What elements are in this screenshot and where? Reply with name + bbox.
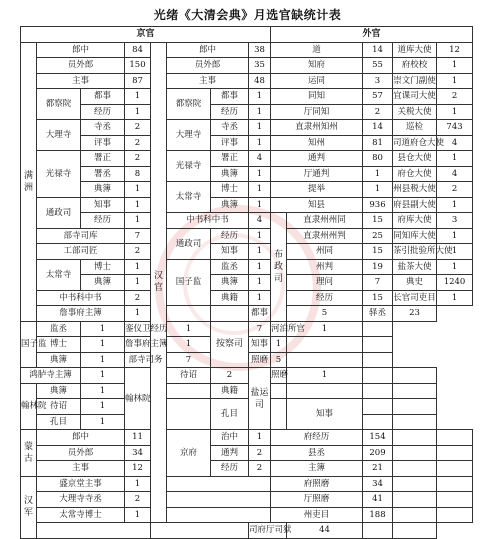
cell: 1 xyxy=(167,337,211,353)
cell: 1 xyxy=(437,244,473,260)
cell xyxy=(393,445,437,461)
cell: 员外郎 xyxy=(37,445,125,461)
cell: 1 xyxy=(437,228,473,244)
cell: 48 xyxy=(249,73,271,89)
cell: 1 xyxy=(249,228,271,244)
cell: 2 xyxy=(125,120,151,136)
cell: 知事 xyxy=(81,197,125,213)
cell: 典簿 xyxy=(81,275,125,291)
cell: 经历 xyxy=(211,104,249,120)
cell: 2 xyxy=(437,182,473,198)
cell xyxy=(437,461,473,477)
cell xyxy=(437,507,473,523)
cell xyxy=(437,476,473,492)
cell: 待诏 xyxy=(37,399,81,415)
cell: 7 xyxy=(167,352,211,368)
cell: 典籍 xyxy=(211,290,249,306)
cell: 部寺司库 xyxy=(37,228,125,244)
cell: 1 xyxy=(249,104,271,120)
cell: 评事 xyxy=(81,135,125,151)
cell xyxy=(167,507,271,523)
cell: 巡检 xyxy=(393,120,437,136)
cell: 150 xyxy=(125,58,151,74)
cell: 38 xyxy=(249,42,271,58)
cell: 4 xyxy=(249,151,271,167)
cell: 詹事府主簿 xyxy=(37,306,125,322)
cell: 1 xyxy=(81,414,125,430)
jing-guan-header: 京官 xyxy=(21,27,271,43)
cell: 2 xyxy=(249,445,271,461)
cell: 1 xyxy=(437,290,473,306)
cell: 孔目 xyxy=(37,414,81,430)
cell: 80 xyxy=(363,151,393,167)
cell: 1 xyxy=(249,182,271,198)
cell xyxy=(393,383,437,399)
cell xyxy=(287,337,363,353)
cell: 宜课司大使 xyxy=(393,89,437,105)
cell: 1 xyxy=(125,104,151,120)
cell: 照磨 xyxy=(271,368,287,384)
cell: 1 xyxy=(363,182,393,198)
cell: 4 xyxy=(437,135,473,151)
cell: 1240 xyxy=(437,275,473,291)
cell: 1 xyxy=(167,321,211,337)
cell: 2 xyxy=(211,368,249,384)
cell: 典簿 xyxy=(211,166,249,182)
cell: 博士 xyxy=(37,337,81,353)
cell: 知州 xyxy=(271,135,363,151)
cell: 1 xyxy=(249,244,271,260)
cell: 通判 xyxy=(211,445,249,461)
cell: 8 xyxy=(125,166,151,182)
cell: 1 xyxy=(81,337,125,353)
cell: 待诏 xyxy=(167,368,211,384)
cell: 厅同知 xyxy=(271,104,363,120)
cell: 府县副大使 xyxy=(393,197,437,213)
cell: 典簿 xyxy=(81,182,125,198)
cell: 2 xyxy=(125,290,151,306)
cell: 1 xyxy=(125,89,151,105)
cell: 1 xyxy=(125,259,151,275)
cell: 188 xyxy=(363,507,393,523)
wai-guan-header: 外官 xyxy=(271,27,473,43)
cell: 1 xyxy=(287,368,363,384)
cell: 41 xyxy=(363,492,393,508)
cell: 2 xyxy=(125,151,151,167)
cell: 典史 xyxy=(393,275,437,291)
cell: 同知库大使 xyxy=(393,228,437,244)
cell: 1 xyxy=(437,73,473,89)
cell: 典簿 xyxy=(37,352,81,368)
cell xyxy=(363,523,393,539)
cell xyxy=(393,368,437,384)
cell xyxy=(393,430,437,446)
cell: 司府厅司狱 xyxy=(249,523,287,539)
cell: 21 xyxy=(363,461,393,477)
cell: 1 xyxy=(249,89,271,105)
cell: 1 xyxy=(249,120,271,136)
cell: 驿丞 xyxy=(363,306,393,322)
cell: 2 xyxy=(125,492,151,508)
cell: 寺丞 xyxy=(81,120,125,136)
cell: 翰林院 xyxy=(21,383,37,430)
cell: 1 xyxy=(81,368,125,384)
cell: 直隶州州判 xyxy=(287,228,363,244)
cell: 57 xyxy=(363,89,393,105)
cell: 11 xyxy=(125,430,151,446)
cell: 主簿 xyxy=(271,461,363,477)
cell: 15 xyxy=(363,244,393,260)
cell: 都察院 xyxy=(37,89,81,120)
cell: 厅照磨 xyxy=(271,492,363,508)
cell: 209 xyxy=(363,445,393,461)
cell xyxy=(37,523,151,539)
cell: 府照磨 xyxy=(271,476,363,492)
cell: 翰林院 xyxy=(125,368,151,430)
cell: 孔目 xyxy=(211,399,249,430)
cell: 7 xyxy=(249,321,271,337)
cell: 12 xyxy=(125,461,151,477)
cell xyxy=(393,507,437,523)
cell: 5 xyxy=(287,306,363,322)
cell: 1 xyxy=(125,197,151,213)
cell: 典簿 xyxy=(211,197,249,213)
cell: 1 xyxy=(249,290,271,306)
cell: 崇文门副使 xyxy=(393,73,437,89)
cell: 光禄寺 xyxy=(167,151,211,182)
cell: 经历 xyxy=(211,461,249,477)
cell: 署丞 xyxy=(81,166,125,182)
cell: 1 xyxy=(125,306,151,322)
cell: 评事 xyxy=(211,135,249,151)
cell: 州吏目 xyxy=(271,507,363,523)
cell: 典簿 xyxy=(37,383,81,399)
cell: 通政司 xyxy=(37,197,81,228)
cell: 1 xyxy=(437,197,473,213)
cell: 1 xyxy=(249,259,271,275)
cell: 15 xyxy=(363,290,393,306)
cell: 1 xyxy=(125,275,151,291)
cell: 关税大使 xyxy=(393,104,437,120)
cell: 34 xyxy=(363,476,393,492)
cell xyxy=(393,414,437,430)
cell: 府校校 xyxy=(393,58,437,74)
cell: 通政司 xyxy=(167,228,211,259)
cell: 长官司吏目 xyxy=(393,290,437,306)
cell: 太常寺 xyxy=(167,182,211,213)
cell xyxy=(167,306,211,322)
cell xyxy=(393,476,437,492)
cell: 署正 xyxy=(81,151,125,167)
cell: 1 xyxy=(363,166,393,182)
cell: 7 xyxy=(125,228,151,244)
cell xyxy=(167,476,271,492)
cell: 工部司匠 xyxy=(37,244,125,260)
cell: 中书科中书 xyxy=(37,290,125,306)
cell: 典簿 xyxy=(211,275,249,291)
cell: 监丞 xyxy=(37,321,81,337)
cell: 太常寺 xyxy=(37,259,81,290)
cell: 经历 xyxy=(211,228,249,244)
cell xyxy=(363,399,393,415)
statistics-table-frame xyxy=(20,26,472,536)
cell: 主事 xyxy=(37,461,125,477)
cell: 12 xyxy=(437,42,473,58)
cell: 州同 xyxy=(287,244,363,260)
cell: 河泊所官 xyxy=(271,321,287,337)
cell: 4 xyxy=(437,166,473,182)
cell: 1 xyxy=(81,352,125,368)
yansi-label: 盐运司 xyxy=(249,368,271,430)
cell: 州判 xyxy=(287,259,363,275)
cell: 都事 xyxy=(81,89,125,105)
cell: 主事 xyxy=(167,73,249,89)
cell: 銮仪卫经历 xyxy=(125,321,167,337)
cell: 743 xyxy=(437,120,473,136)
cell: 1 xyxy=(249,430,271,446)
cell: 运同 xyxy=(271,73,363,89)
cell: 1 xyxy=(81,383,125,399)
cell: 1 xyxy=(249,166,271,182)
cell xyxy=(363,368,393,384)
cell: 道库大使 xyxy=(393,42,437,58)
cell: 都事 xyxy=(249,306,271,322)
cell: 府仓大使 xyxy=(393,166,437,182)
cell: 35 xyxy=(249,58,271,74)
cell: 14 xyxy=(363,120,393,136)
cell: 87 xyxy=(125,73,151,89)
cell: 鸿胪寺主簿 xyxy=(21,368,81,384)
cell: 县丞 xyxy=(271,445,363,461)
cell: 1 xyxy=(125,213,151,229)
cell: 55 xyxy=(363,58,393,74)
cell: 郎中 xyxy=(167,42,249,58)
cell: 典籍 xyxy=(211,383,249,399)
cell: 理问 xyxy=(287,275,363,291)
cell: 博士 xyxy=(81,259,125,275)
cell: 5 xyxy=(271,352,287,368)
cell: 员外郎 xyxy=(37,58,125,74)
cell: 经历 xyxy=(81,213,125,229)
cell: 1 xyxy=(437,151,473,167)
cell: 大理寺 xyxy=(37,120,81,151)
cell xyxy=(393,492,437,508)
cell: 1 xyxy=(125,182,151,198)
cell: 19 xyxy=(363,259,393,275)
cell: 3 xyxy=(363,73,393,89)
cell: 主事 xyxy=(37,73,125,89)
cell: 1 xyxy=(437,259,473,275)
cell: 经历 xyxy=(81,104,125,120)
cell: 2 xyxy=(125,244,151,260)
cell: 1 xyxy=(437,58,473,74)
cell: 府库大使 xyxy=(393,213,437,229)
cell xyxy=(393,461,437,477)
cell xyxy=(271,399,287,430)
cell: 7 xyxy=(363,275,393,291)
cell: 知事 xyxy=(211,244,249,260)
cell: 34 xyxy=(125,445,151,461)
cell: 1 xyxy=(271,337,287,353)
cell: 司道府仓大使 xyxy=(393,135,437,151)
cell: 大理寺 xyxy=(167,120,211,151)
cell: 1 xyxy=(125,476,151,492)
cell xyxy=(167,399,211,430)
cell: 1 xyxy=(125,507,151,523)
cell xyxy=(363,321,393,337)
cell: 照磨 xyxy=(249,352,271,368)
cell xyxy=(393,523,437,539)
cell: 寺丞 xyxy=(211,120,249,136)
cell: 1 xyxy=(81,321,125,337)
cell: 44 xyxy=(287,523,363,539)
cell: 府经历 xyxy=(271,430,363,446)
cell: 81 xyxy=(363,135,393,151)
cell: 2 xyxy=(437,89,473,105)
cell: 直隶州知州 xyxy=(271,120,363,136)
cell: 1 xyxy=(249,275,271,291)
cell xyxy=(287,352,363,368)
cell xyxy=(437,445,473,461)
cell: 国子监 xyxy=(21,321,37,368)
cell: 员外郎 xyxy=(167,58,249,74)
cell xyxy=(211,306,249,322)
cell xyxy=(151,523,249,539)
cell xyxy=(437,492,473,508)
cell: 经历 xyxy=(287,290,363,306)
cell xyxy=(363,414,393,430)
cell: 署正 xyxy=(211,151,249,167)
cell: 国子监 xyxy=(167,259,211,306)
cell xyxy=(167,383,211,399)
cell: 监丞 xyxy=(211,259,249,275)
statistics-table xyxy=(20,26,473,539)
page-title: 光绪《大清会典》月选官缺统计表 xyxy=(153,8,342,22)
cell: 2 xyxy=(363,104,393,120)
hanjun-group-label: 汉军 xyxy=(21,476,37,538)
buzhengsi-label: 布政司 xyxy=(271,213,287,322)
cell xyxy=(437,430,473,446)
anchasi-label: 按察司 xyxy=(211,321,249,368)
cell: 提举 xyxy=(271,182,363,198)
cell: 知事 xyxy=(249,337,271,353)
cell: 23 xyxy=(393,306,437,322)
cell: 4 xyxy=(249,213,271,229)
cell: 1 xyxy=(249,135,271,151)
cell: 1 xyxy=(249,197,271,213)
cell: 通判 xyxy=(271,151,363,167)
cell: 15 xyxy=(363,213,393,229)
cell: 部寺司务 xyxy=(125,352,167,368)
cell: 县仓大使 xyxy=(393,151,437,167)
cell: 厅通判 xyxy=(271,166,363,182)
cell xyxy=(363,383,393,399)
cell: 郎中 xyxy=(37,42,125,58)
cell xyxy=(363,352,393,368)
cell: 茶引批验所大使 xyxy=(393,244,437,260)
cell: 盛京堂主事 xyxy=(37,476,125,492)
cell: 同知 xyxy=(271,89,363,105)
cell: 1 xyxy=(437,104,473,120)
cell: 154 xyxy=(363,430,393,446)
cell: 1 xyxy=(81,399,125,415)
cell xyxy=(363,337,393,353)
cell: 光禄寺 xyxy=(37,151,81,198)
cell xyxy=(393,399,437,415)
cell xyxy=(167,492,271,508)
cell xyxy=(271,383,287,399)
cell: 2 xyxy=(125,135,151,151)
cell: 太常寺博士 xyxy=(37,507,125,523)
hanguan-group-label: 汉官 xyxy=(151,42,167,523)
cell: 都察院 xyxy=(167,89,211,120)
manzhou-group-label: 满洲 xyxy=(21,42,37,321)
cell: 3 xyxy=(437,213,473,229)
cell: 博士 xyxy=(211,182,249,198)
cell: 郎中 xyxy=(37,430,125,446)
menggu-group-label: 蒙古 xyxy=(21,430,37,477)
cell: 詹事府主簿 xyxy=(125,337,167,353)
cell: 知事 xyxy=(287,399,363,430)
cell: 84 xyxy=(125,42,151,58)
cell: 京府 xyxy=(167,430,211,477)
cell: 25 xyxy=(363,228,393,244)
cell: 都事 xyxy=(211,89,249,105)
cell: 中书科中书 xyxy=(167,213,249,229)
cell: 盐茶大使 xyxy=(393,259,437,275)
cell: 14 xyxy=(363,42,393,58)
cell: 直隶州州同 xyxy=(287,213,363,229)
cell: 治中 xyxy=(211,430,249,446)
cell: 知府 xyxy=(271,58,363,74)
cell: 2 xyxy=(249,461,271,477)
cell xyxy=(287,383,363,399)
cell: 大理寺寺丞 xyxy=(37,492,125,508)
cell: 知县 xyxy=(271,197,363,213)
cell: 道 xyxy=(271,42,363,58)
cell: 1 xyxy=(287,321,363,337)
cell: 936 xyxy=(363,197,393,213)
cell: 州县税大使 xyxy=(393,182,437,198)
